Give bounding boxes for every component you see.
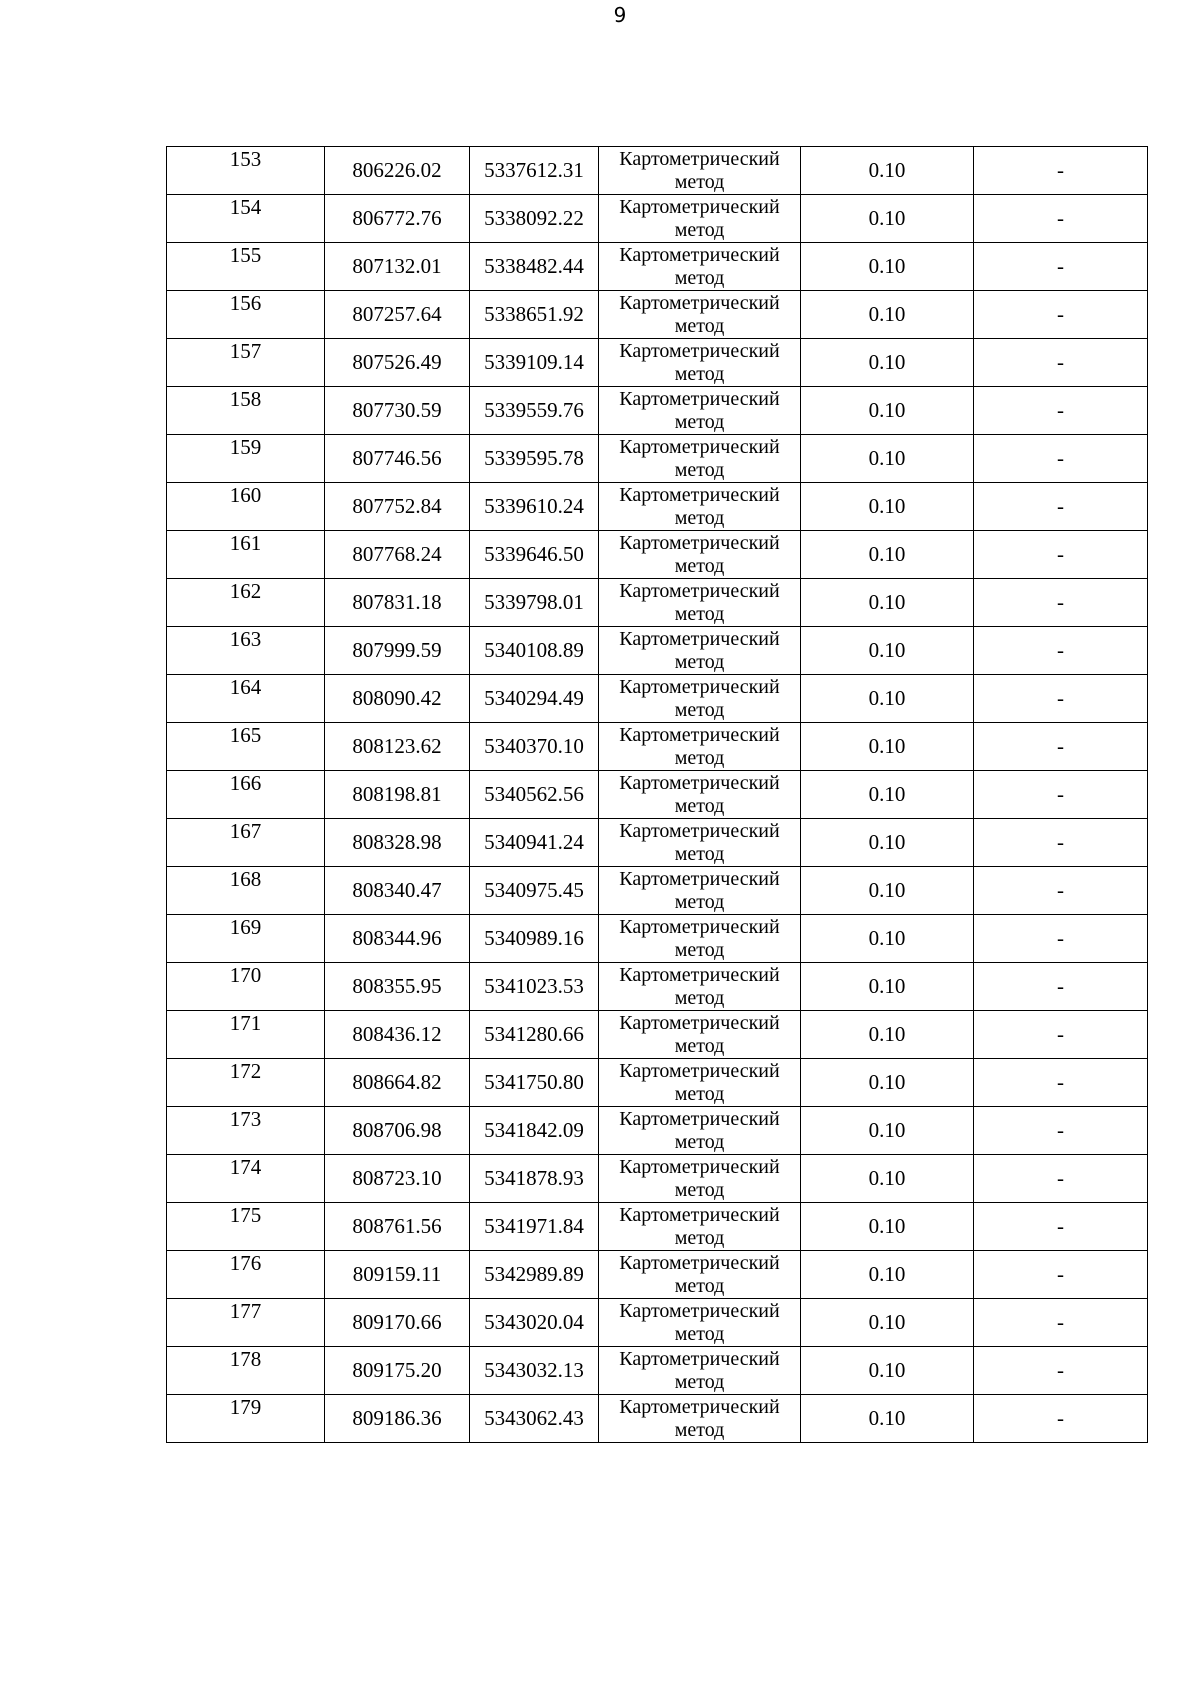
method-cell bbox=[599, 291, 801, 339]
x-coordinate-cell: 807730.59 bbox=[325, 387, 470, 435]
method-cell bbox=[599, 819, 801, 867]
point-number-cell: 161 bbox=[167, 531, 325, 579]
x-coordinate-cell: 808706.98 bbox=[325, 1107, 470, 1155]
point-number-cell: 166 bbox=[167, 771, 325, 819]
accuracy-cell: 0.10 bbox=[801, 627, 974, 675]
point-number-cell: 158 bbox=[167, 387, 325, 435]
description-cell: - bbox=[974, 1059, 1148, 1107]
method-cell bbox=[599, 195, 801, 243]
x-coordinate-cell: 809186.36 bbox=[325, 1395, 470, 1443]
table-row bbox=[167, 291, 1148, 339]
method-cell bbox=[599, 771, 801, 819]
y-coordinate-cell: 5338651.92 bbox=[470, 291, 599, 339]
point-number-cell: 176 bbox=[167, 1251, 325, 1299]
accuracy-cell: 0.10 bbox=[801, 1059, 974, 1107]
method-line-2: метод bbox=[674, 1418, 725, 1441]
accuracy-cell: 0.10 bbox=[801, 1395, 974, 1443]
method-line-2: метод bbox=[674, 1274, 725, 1297]
accuracy-cell: 0.10 bbox=[801, 387, 974, 435]
table-row bbox=[167, 1107, 1148, 1155]
x-coordinate-cell: 808090.42 bbox=[325, 675, 470, 723]
point-number-cell: 174 bbox=[167, 1155, 325, 1203]
method-line-2: метод bbox=[674, 554, 725, 577]
method-line-2: метод bbox=[674, 1322, 725, 1345]
method-line-2: метод bbox=[674, 1082, 725, 1105]
table-row bbox=[167, 963, 1148, 1011]
table-row bbox=[167, 1299, 1148, 1347]
x-coordinate-cell: 808436.12 bbox=[325, 1011, 470, 1059]
method-line-1: Картометрический bbox=[619, 1011, 780, 1034]
method-line-1: Картометрический bbox=[619, 387, 780, 410]
table-row bbox=[167, 1155, 1148, 1203]
point-number-cell: 169 bbox=[167, 915, 325, 963]
method-line-1: Картометрический bbox=[619, 435, 780, 458]
table-row bbox=[167, 627, 1148, 675]
method-line-2: метод bbox=[674, 1130, 725, 1153]
accuracy-cell: 0.10 bbox=[801, 339, 974, 387]
description-cell: - bbox=[974, 627, 1148, 675]
description-cell: - bbox=[974, 1203, 1148, 1251]
method-line-2: метод bbox=[674, 890, 725, 913]
x-coordinate-cell: 807132.01 bbox=[325, 243, 470, 291]
description-cell: - bbox=[974, 1155, 1148, 1203]
table-row bbox=[167, 1011, 1148, 1059]
method-line-1: Картометрический bbox=[619, 243, 780, 266]
accuracy-cell: 0.10 bbox=[801, 435, 974, 483]
method-line-1: Картометрический bbox=[619, 819, 780, 842]
point-number-cell: 172 bbox=[167, 1059, 325, 1107]
description-cell: - bbox=[974, 1395, 1148, 1443]
x-coordinate-cell: 807831.18 bbox=[325, 579, 470, 627]
table-row bbox=[167, 339, 1148, 387]
accuracy-cell: 0.10 bbox=[801, 1155, 974, 1203]
point-number-cell: 155 bbox=[167, 243, 325, 291]
accuracy-cell: 0.10 bbox=[801, 147, 974, 195]
description-cell: - bbox=[974, 963, 1148, 1011]
method-line-2: метод bbox=[674, 1370, 725, 1393]
point-number-cell: 170 bbox=[167, 963, 325, 1011]
x-coordinate-cell: 809170.66 bbox=[325, 1299, 470, 1347]
method-line-1: Картометрический bbox=[619, 963, 780, 986]
y-coordinate-cell: 5337612.31 bbox=[470, 147, 599, 195]
x-coordinate-cell: 806226.02 bbox=[325, 147, 470, 195]
description-cell: - bbox=[974, 147, 1148, 195]
point-number-cell: 159 bbox=[167, 435, 325, 483]
method-cell bbox=[599, 1155, 801, 1203]
x-coordinate-cell: 807999.59 bbox=[325, 627, 470, 675]
method-cell bbox=[599, 579, 801, 627]
point-number-cell: 177 bbox=[167, 1299, 325, 1347]
coordinates-table bbox=[166, 146, 1148, 1443]
accuracy-cell: 0.10 bbox=[801, 579, 974, 627]
x-coordinate-cell: 806772.76 bbox=[325, 195, 470, 243]
method-line-2: метод bbox=[674, 314, 725, 337]
x-coordinate-cell: 808344.96 bbox=[325, 915, 470, 963]
description-cell: - bbox=[974, 243, 1148, 291]
y-coordinate-cell: 5342989.89 bbox=[470, 1251, 599, 1299]
y-coordinate-cell: 5339646.50 bbox=[470, 531, 599, 579]
y-coordinate-cell: 5340989.16 bbox=[470, 915, 599, 963]
method-cell bbox=[599, 1011, 801, 1059]
x-coordinate-cell: 808198.81 bbox=[325, 771, 470, 819]
method-line-1: Картометрический bbox=[619, 579, 780, 602]
method-cell bbox=[599, 675, 801, 723]
y-coordinate-cell: 5339595.78 bbox=[470, 435, 599, 483]
description-cell: - bbox=[974, 915, 1148, 963]
point-number-cell: 171 bbox=[167, 1011, 325, 1059]
description-cell: - bbox=[974, 483, 1148, 531]
method-cell bbox=[599, 963, 801, 1011]
method-line-2: метод bbox=[674, 410, 725, 433]
table-row bbox=[167, 387, 1148, 435]
method-line-1: Картометрический bbox=[619, 1155, 780, 1178]
accuracy-cell: 0.10 bbox=[801, 915, 974, 963]
y-coordinate-cell: 5341750.80 bbox=[470, 1059, 599, 1107]
y-coordinate-cell: 5341971.84 bbox=[470, 1203, 599, 1251]
y-coordinate-cell: 5340562.56 bbox=[470, 771, 599, 819]
point-number-cell: 168 bbox=[167, 867, 325, 915]
description-cell: - bbox=[974, 867, 1148, 915]
table-row bbox=[167, 771, 1148, 819]
method-cell bbox=[599, 627, 801, 675]
method-line-1: Картометрический bbox=[619, 675, 780, 698]
method-line-2: метод bbox=[674, 266, 725, 289]
accuracy-cell: 0.10 bbox=[801, 723, 974, 771]
method-line-2: метод bbox=[674, 650, 725, 673]
table-row bbox=[167, 435, 1148, 483]
method-line-2: метод bbox=[674, 218, 725, 241]
point-number-cell: 167 bbox=[167, 819, 325, 867]
description-cell: - bbox=[974, 435, 1148, 483]
point-number-cell: 157 bbox=[167, 339, 325, 387]
description-cell: - bbox=[974, 339, 1148, 387]
method-line-1: Картометрический bbox=[619, 1203, 780, 1226]
method-cell bbox=[599, 435, 801, 483]
x-coordinate-cell: 808340.47 bbox=[325, 867, 470, 915]
table-row bbox=[167, 1347, 1148, 1395]
point-number-cell: 173 bbox=[167, 1107, 325, 1155]
y-coordinate-cell: 5339798.01 bbox=[470, 579, 599, 627]
method-line-1: Картометрический bbox=[619, 1107, 780, 1130]
x-coordinate-cell: 807746.56 bbox=[325, 435, 470, 483]
description-cell: - bbox=[974, 531, 1148, 579]
y-coordinate-cell: 5340370.10 bbox=[470, 723, 599, 771]
description-cell: - bbox=[974, 1299, 1148, 1347]
method-cell bbox=[599, 915, 801, 963]
method-line-2: метод bbox=[674, 1034, 725, 1057]
description-cell: - bbox=[974, 1011, 1148, 1059]
accuracy-cell: 0.10 bbox=[801, 1347, 974, 1395]
description-cell: - bbox=[974, 291, 1148, 339]
method-cell bbox=[599, 531, 801, 579]
y-coordinate-cell: 5343020.04 bbox=[470, 1299, 599, 1347]
method-line-2: метод bbox=[674, 986, 725, 1009]
point-number-cell: 175 bbox=[167, 1203, 325, 1251]
point-number-cell: 154 bbox=[167, 195, 325, 243]
method-cell bbox=[599, 147, 801, 195]
description-cell: - bbox=[974, 1347, 1148, 1395]
method-line-2: метод bbox=[674, 698, 725, 721]
method-cell bbox=[599, 1059, 801, 1107]
accuracy-cell: 0.10 bbox=[801, 531, 974, 579]
point-number-cell: 156 bbox=[167, 291, 325, 339]
table-row bbox=[167, 1059, 1148, 1107]
table-row bbox=[167, 1251, 1148, 1299]
method-line-2: метод bbox=[674, 458, 725, 481]
method-line-2: метод bbox=[674, 1178, 725, 1201]
x-coordinate-cell: 807257.64 bbox=[325, 291, 470, 339]
point-number-cell: 163 bbox=[167, 627, 325, 675]
description-cell: - bbox=[974, 675, 1148, 723]
x-coordinate-cell: 808123.62 bbox=[325, 723, 470, 771]
accuracy-cell: 0.10 bbox=[801, 771, 974, 819]
x-coordinate-cell: 807768.24 bbox=[325, 531, 470, 579]
accuracy-cell: 0.10 bbox=[801, 483, 974, 531]
method-line-2: метод bbox=[674, 602, 725, 625]
y-coordinate-cell: 5339559.76 bbox=[470, 387, 599, 435]
method-line-1: Картометрический bbox=[619, 1251, 780, 1274]
method-line-1: Картометрический bbox=[619, 723, 780, 746]
y-coordinate-cell: 5343032.13 bbox=[470, 1347, 599, 1395]
accuracy-cell: 0.10 bbox=[801, 195, 974, 243]
y-coordinate-cell: 5340941.24 bbox=[470, 819, 599, 867]
table-row bbox=[167, 195, 1148, 243]
table-row bbox=[167, 531, 1148, 579]
x-coordinate-cell: 808328.98 bbox=[325, 819, 470, 867]
point-number-cell: 160 bbox=[167, 483, 325, 531]
x-coordinate-cell: 807526.49 bbox=[325, 339, 470, 387]
method-line-1: Картометрический bbox=[619, 867, 780, 890]
y-coordinate-cell: 5340975.45 bbox=[470, 867, 599, 915]
method-cell bbox=[599, 387, 801, 435]
method-line-2: метод bbox=[674, 794, 725, 817]
x-coordinate-cell: 808664.82 bbox=[325, 1059, 470, 1107]
point-number-cell: 165 bbox=[167, 723, 325, 771]
method-cell bbox=[599, 339, 801, 387]
method-cell bbox=[599, 1203, 801, 1251]
table-row bbox=[167, 1203, 1148, 1251]
method-line-1: Картометрический bbox=[619, 147, 780, 170]
accuracy-cell: 0.10 bbox=[801, 1011, 974, 1059]
description-cell: - bbox=[974, 1107, 1148, 1155]
method-line-2: метод bbox=[674, 362, 725, 385]
y-coordinate-cell: 5339610.24 bbox=[470, 483, 599, 531]
method-cell bbox=[599, 483, 801, 531]
point-number-cell: 153 bbox=[167, 147, 325, 195]
accuracy-cell: 0.10 bbox=[801, 1107, 974, 1155]
method-line-2: метод bbox=[674, 170, 725, 193]
y-coordinate-cell: 5343062.43 bbox=[470, 1395, 599, 1443]
method-cell bbox=[599, 1251, 801, 1299]
description-cell: - bbox=[974, 195, 1148, 243]
y-coordinate-cell: 5341878.93 bbox=[470, 1155, 599, 1203]
method-line-2: метод bbox=[674, 1226, 725, 1249]
method-line-1: Картометрический bbox=[619, 483, 780, 506]
accuracy-cell: 0.10 bbox=[801, 1203, 974, 1251]
point-number-cell: 164 bbox=[167, 675, 325, 723]
accuracy-cell: 0.10 bbox=[801, 675, 974, 723]
point-number-cell: 162 bbox=[167, 579, 325, 627]
y-coordinate-cell: 5341023.53 bbox=[470, 963, 599, 1011]
table-body bbox=[167, 147, 1148, 1443]
method-line-2: метод bbox=[674, 506, 725, 529]
y-coordinate-cell: 5341280.66 bbox=[470, 1011, 599, 1059]
method-line-2: метод bbox=[674, 938, 725, 961]
y-coordinate-cell: 5338482.44 bbox=[470, 243, 599, 291]
table-row bbox=[167, 723, 1148, 771]
method-line-1: Картометрический bbox=[619, 1299, 780, 1322]
point-number-cell: 178 bbox=[167, 1347, 325, 1395]
method-line-1: Картометрический bbox=[619, 1395, 780, 1418]
description-cell: - bbox=[974, 387, 1148, 435]
description-cell: - bbox=[974, 579, 1148, 627]
accuracy-cell: 0.10 bbox=[801, 1251, 974, 1299]
method-line-1: Картометрический bbox=[619, 195, 780, 218]
y-coordinate-cell: 5338092.22 bbox=[470, 195, 599, 243]
page-number: 9 bbox=[613, 3, 627, 27]
description-cell: - bbox=[974, 819, 1148, 867]
method-line-1: Картометрический bbox=[619, 531, 780, 554]
x-coordinate-cell: 809175.20 bbox=[325, 1347, 470, 1395]
y-coordinate-cell: 5340294.49 bbox=[470, 675, 599, 723]
description-cell: - bbox=[974, 771, 1148, 819]
method-line-2: метод bbox=[674, 842, 725, 865]
table-row bbox=[167, 819, 1148, 867]
method-line-2: метод bbox=[674, 746, 725, 769]
method-line-1: Картометрический bbox=[619, 1347, 780, 1370]
table-row bbox=[167, 579, 1148, 627]
accuracy-cell: 0.10 bbox=[801, 963, 974, 1011]
table-row bbox=[167, 243, 1148, 291]
x-coordinate-cell: 808355.95 bbox=[325, 963, 470, 1011]
method-cell bbox=[599, 1395, 801, 1443]
method-cell bbox=[599, 867, 801, 915]
method-cell bbox=[599, 1299, 801, 1347]
method-line-1: Картометрический bbox=[619, 771, 780, 794]
method-line-1: Картометрический bbox=[619, 1059, 780, 1082]
table-row bbox=[167, 147, 1148, 195]
accuracy-cell: 0.10 bbox=[801, 819, 974, 867]
x-coordinate-cell: 807752.84 bbox=[325, 483, 470, 531]
table-row bbox=[167, 1395, 1148, 1443]
method-line-1: Картометрический bbox=[619, 291, 780, 314]
method-line-1: Картометрический bbox=[619, 339, 780, 362]
y-coordinate-cell: 5341842.09 bbox=[470, 1107, 599, 1155]
x-coordinate-cell: 808761.56 bbox=[325, 1203, 470, 1251]
method-line-1: Картометрический bbox=[619, 915, 780, 938]
x-coordinate-cell: 809159.11 bbox=[325, 1251, 470, 1299]
method-cell bbox=[599, 1347, 801, 1395]
accuracy-cell: 0.10 bbox=[801, 243, 974, 291]
method-cell bbox=[599, 1107, 801, 1155]
accuracy-cell: 0.10 bbox=[801, 867, 974, 915]
description-cell: - bbox=[974, 1251, 1148, 1299]
table-row bbox=[167, 483, 1148, 531]
x-coordinate-cell: 808723.10 bbox=[325, 1155, 470, 1203]
method-line-1: Картометрический bbox=[619, 627, 780, 650]
method-cell bbox=[599, 243, 801, 291]
point-number-cell: 179 bbox=[167, 1395, 325, 1443]
accuracy-cell: 0.10 bbox=[801, 291, 974, 339]
accuracy-cell: 0.10 bbox=[801, 1299, 974, 1347]
table-row bbox=[167, 915, 1148, 963]
y-coordinate-cell: 5339109.14 bbox=[470, 339, 599, 387]
table-row bbox=[167, 867, 1148, 915]
description-cell: - bbox=[974, 723, 1148, 771]
table-row bbox=[167, 675, 1148, 723]
y-coordinate-cell: 5340108.89 bbox=[470, 627, 599, 675]
method-cell bbox=[599, 723, 801, 771]
